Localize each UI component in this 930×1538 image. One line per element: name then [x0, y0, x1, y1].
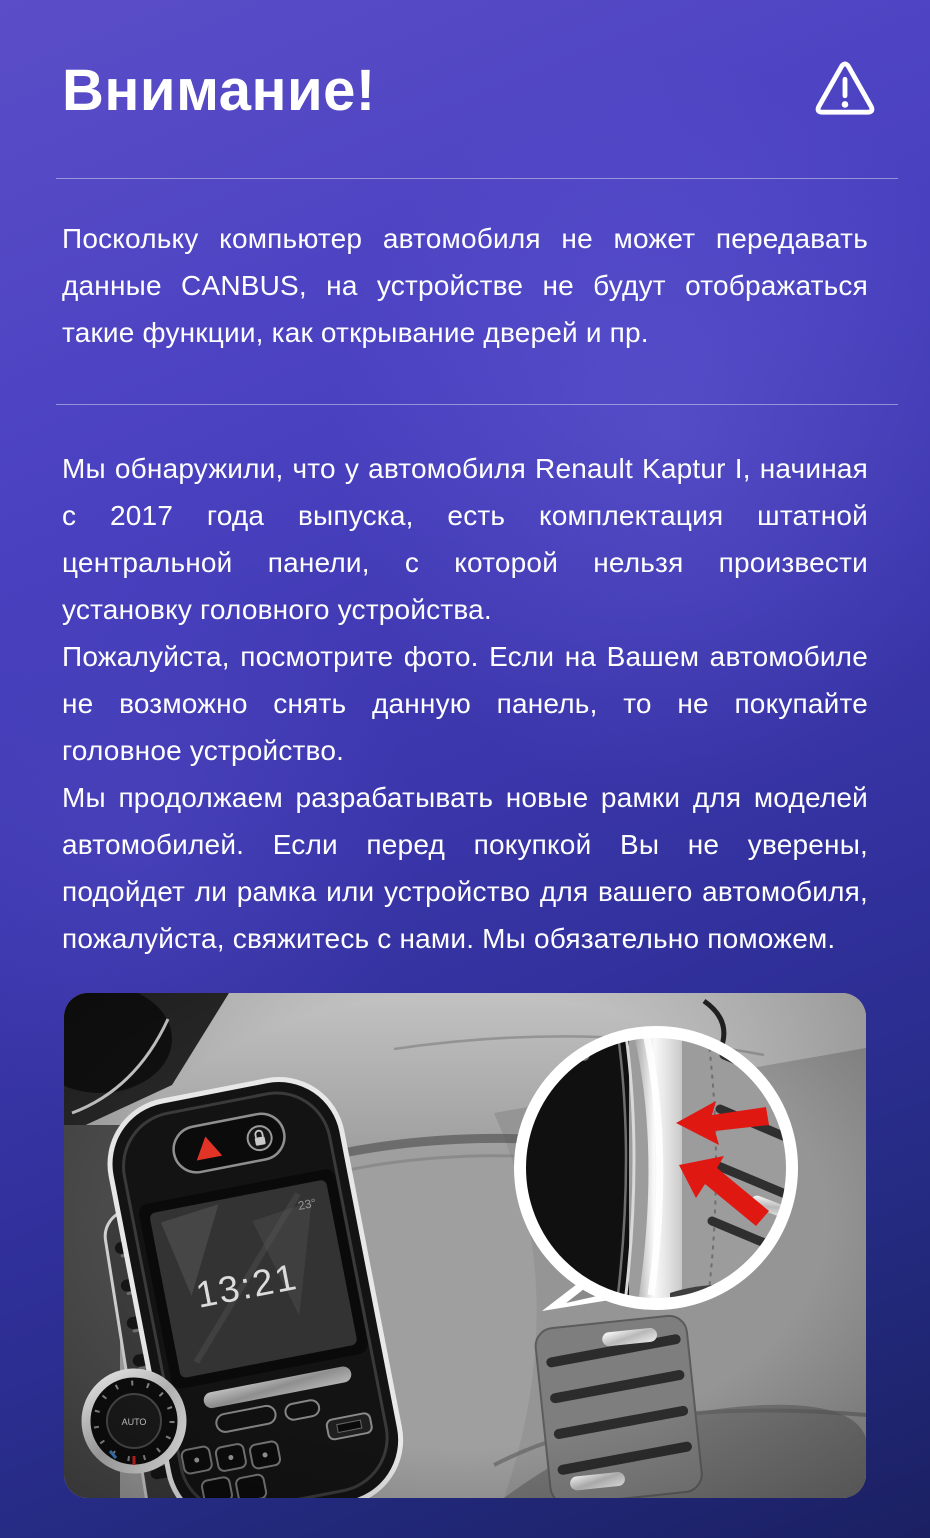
- page-title: Внимание!: [62, 58, 376, 123]
- dashboard-illustration: [64, 993, 866, 1498]
- dashboard-photo: [64, 993, 866, 1498]
- canbus-notice: [62, 215, 868, 356]
- compatibility-paragraph-3: Мы продолжаем разрабатывать новые рамки для моделей автомобилей. Если перед покупкой Вы не уверены, подойдет ли рамка или устройство для вашего автомобиля, пожалуйста, свяжитесь с нами. Мы обязательно поможем.: [62, 782, 868, 954]
- header: [0, 0, 930, 128]
- warning-triangle-icon: [814, 60, 876, 118]
- divider-top: [56, 178, 898, 179]
- compatibility-paragraph-2: Пожалуйста, посмотрите фото. Если на Вашем автомобиле не возможно снять данную панель, то не покупайте головное устройство.: [62, 641, 868, 766]
- canbus-notice-text: Поскольку компьютер автомобиля не может передавать данные CANBUS, на устройстве не будут отображаться такие функции, как открывание дверей и пр.: [62, 223, 868, 348]
- compatibility-paragraph-1: Мы обнаружили, что у автомобиля Renault Kaptur I, начиная с 2017 года выпуска, есть комплектация штатной центральной панели, с которой нельзя произвести установку головного устройства.: [62, 453, 868, 625]
- divider-middle: [56, 404, 898, 405]
- compatibility-notice: [62, 445, 868, 962]
